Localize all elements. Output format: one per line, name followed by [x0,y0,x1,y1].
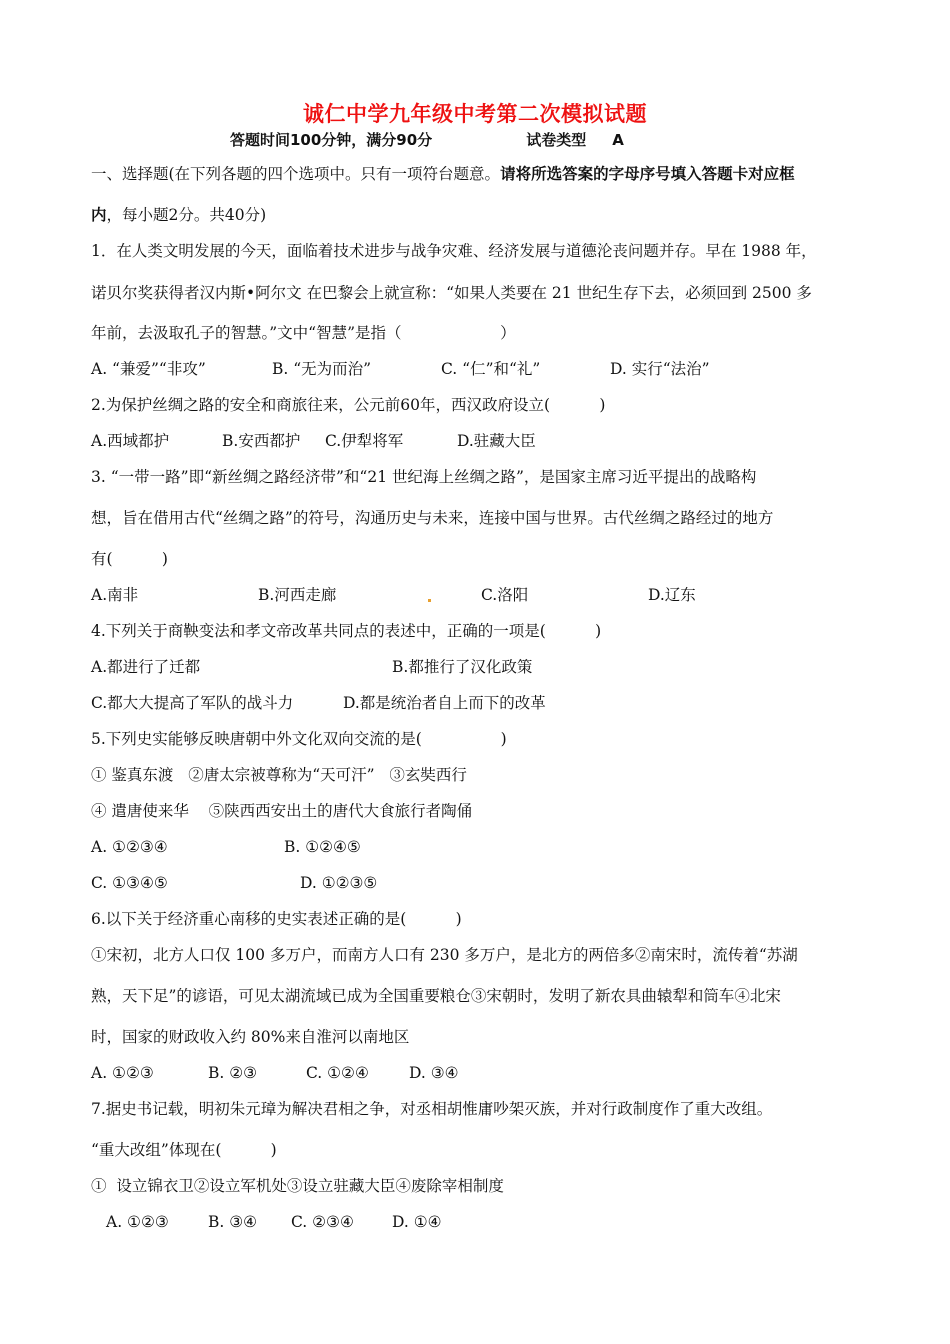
section-intro-line-2: 内，每小题2分。共40分) [91,206,267,224]
question-3-option-a: A.南非 [91,586,139,604]
question-2-option-c: C.伊犁将军 [325,432,404,450]
question-7-option-a: A. ①②③ [106,1213,169,1231]
question-2-option-a: A.西域都护 [91,432,170,450]
question-4-option-a: A.都进行了迁都 [91,658,201,676]
question-4-line-1: 4.下列关于商鞅变法和孝文帝改革共同点的表述中，正确的一项是( ) [91,622,602,640]
question-1-line-2: 诺贝尔奖获得者汉内斯•阿尔文 在巴黎会上就宣称：“如果人类要在 21 世纪生存下去，必须回到 2500 多 [91,284,812,302]
question-6-option-d: D. ③④ [409,1064,459,1082]
question-1-option-d: D. 实行“法治” [610,360,710,378]
question-6-line-3: 熟，天下足”的谚语，可见太湖流域已成为全国重要粮仓③宋朝时，发明了新农具曲辕犁和筒车④北宋 [91,987,781,1005]
question-3-line-1: 3. “一带一路”即“新丝绸之路经济带”和“21 世纪海上丝绸之路”，是国家主席习近平提出的战略构 [91,468,757,486]
question-7-line-2: “重大改组”体现在( ) [91,1141,277,1159]
question-6-option-b: B. ②③ [208,1064,258,1082]
question-2-option-b: B.安西都护 [222,432,301,450]
question-3-option-d: D.辽东 [648,586,696,604]
question-6-option-c: C. ①②④ [306,1064,369,1082]
question-2-line-1: 2.为保护丝绸之路的安全和商旅往来，公元前60年，西汉政府设立( ) [91,396,606,414]
question-4-option-b: B.都推行了汉化政策 [392,658,533,676]
question-4-option-d: D.都是统治者自上而下的改革 [343,694,546,712]
question-5-line-2: ① 鉴真东渡 ②唐太宗被尊称为“天可汗” ③玄奘西行 [91,766,467,784]
question-7-option-b: B. ③④ [208,1213,258,1231]
exam-title: 诚仁中学九年级中考第二次模拟试题 [303,102,647,126]
exam-paper-type: 试卷类型 A [526,131,624,149]
question-3-line-3: 有( ) [91,550,168,568]
question-6-option-a: A. ①②③ [91,1064,154,1082]
question-7-option-d: D. ①④ [392,1213,442,1231]
question-6-line-2: ①宋初，北方人口仅 100 多万户，而南方人口有 230 多万户，是北方的两倍多②南宋时，流传着“苏湖 [91,946,798,964]
question-5-line-3: ④ 遣唐使来华 ⑤陕西西安出土的唐代大食旅行者陶俑 [91,802,473,820]
question-1-line-1: 1．在人类文明发展的今天，面临着技术进步与战争灾难、经济发展与道德沦丧问题并存。早在 1988 年， [91,242,817,260]
question-1-option-c: C. “仁”和“礼” [441,360,541,378]
question-6-line-4: 时，国家的财政收入约 80%来自淮河以南地区 [91,1028,410,1046]
question-2-option-d: D.驻藏大臣 [457,432,536,450]
question-3-line-2: 想，旨在借用古代“丝绸之路”的符号，沟通历史与未来，连接中国与世界。古代丝绸之路经过的地方 [91,509,774,527]
question-5-option-c: C. ①③④⑤ [91,874,168,892]
question-1-line-3: 年前，去汲取孔子的智慧。”文中“智慧”是指（ ） [91,324,516,342]
question-7-option-c: C. ②③④ [291,1213,354,1231]
question-5-option-b: B. ①②④⑤ [284,838,361,856]
exam-time-info: 答题时间100分钟，满分90分 [230,131,433,149]
question-7-line-1: 7.据史书记载，明初朱元璋为解决君相之争，对丞相胡惟庸吵架灭族，并对行政制度作了重大改组。 [91,1100,773,1118]
question-1-option-a: A. “兼爱”“非攻” [91,360,206,378]
question-4-option-c: C.都大大提高了军队的战斗力 [91,694,294,712]
question-6-line-1: 6.以下关于经济重心南移的史实表述正确的是( ) [91,910,462,928]
question-3-option-c: C.洛阳 [481,586,529,604]
question-5-line-1: 5.下列史实能够反映唐朝中外文化双向交流的是( ) [91,730,507,748]
question-3-option-b: B.河西走廊 [258,586,337,604]
question-7-line-3: ① 设立锦衣卫②设立军机处③设立驻藏大臣④废除宰相制度 [91,1177,504,1195]
question-5-option-d: D. ①②③⑤ [300,874,378,892]
section-intro-line-1: 一、选择题(在下列各题的四个选项中。只有一项符台题意。请将所选答案的字母序号填入答题卡对应框 [91,165,795,183]
question-5-option-a: A. ①②③④ [91,838,168,856]
exam-subtitle [230,129,624,150]
stray-mark [428,599,431,602]
question-1-option-b: B. “无为而治” [272,360,372,378]
